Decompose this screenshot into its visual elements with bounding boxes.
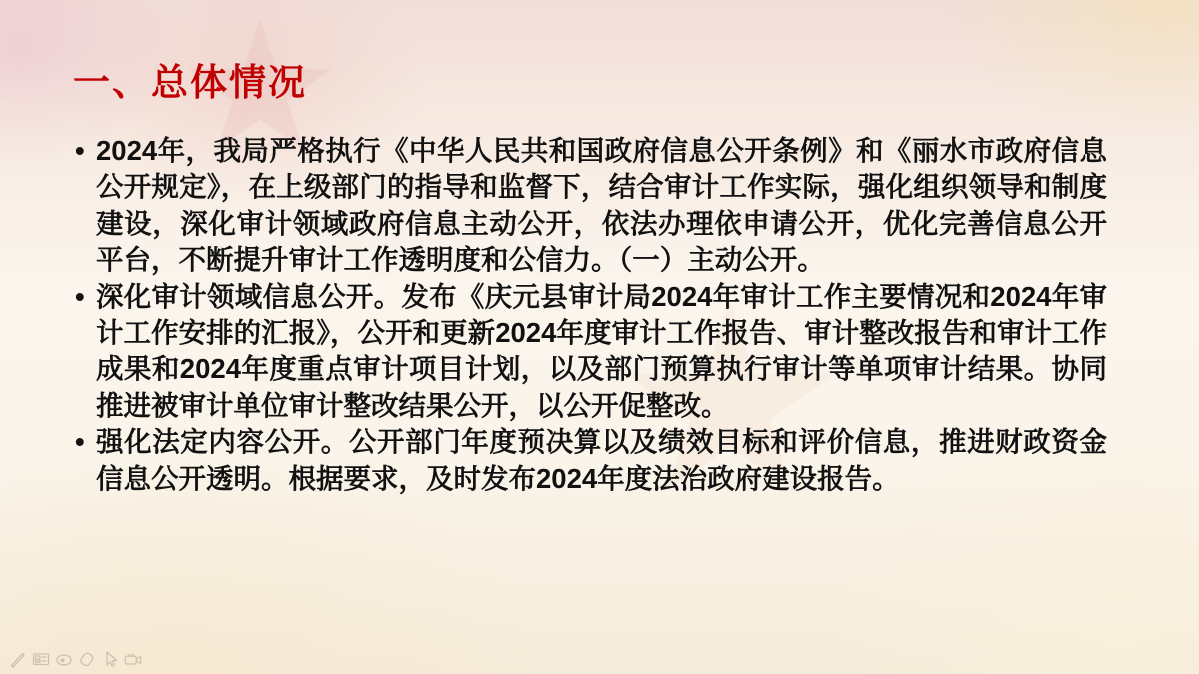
camera-icon[interactable]: [123, 649, 143, 669]
slide-title: 一、总体情况: [73, 62, 307, 103]
bullet-item: [75, 279, 1107, 425]
eraser-icon[interactable]: [77, 649, 97, 669]
slideshow-annotation-toolbar: [8, 649, 143, 669]
pen-icon[interactable]: [8, 649, 28, 669]
bullet-text: 2024年，我局严格执行《中华人民共和国政府信息公开条例》和《丽水市政府信息公开规定》，在上级部门的指导和监督下，结合审计工作实际，强化组织领导和制度建设，深化审计领域政府信息主动公开，依法办理依申请公开，优化完善信息公开平台，不断提升审计工作透明度和公信力。（一）主动公开。: [96, 135, 1107, 276]
bullet-text: 深化审计领域信息公开。发布《庆元县审计局2024年审计工作主要情况和2024年审计工作安排的汇报》，公开和更新2024年度审计工作报告、审计整改报告和审计工作成果和2024年度重点审计项目计划，以及部门预算执行审计等单项审计结果。协同推进被审计单位审计整改结果公开，以公开促整改。: [96, 280, 1107, 421]
bullet-item: [75, 424, 1107, 497]
bullet-dot: •: [75, 280, 85, 312]
laser-pointer-icon[interactable]: [54, 649, 74, 669]
slides-grid-icon[interactable]: [31, 649, 51, 669]
slide-body: [75, 133, 1107, 497]
bullet-item: [75, 133, 1107, 279]
bullet-text: 强化法定内容公开。公开部门年度预决算以及绩效目标和评价信息，推进财政资金信息公开透明。根据要求，及时发布2024年度法治政府建设报告。: [96, 426, 1107, 494]
bullet-dot: •: [75, 135, 85, 166]
cursor-icon[interactable]: [100, 649, 120, 669]
bullet-dot: •: [75, 426, 85, 458]
